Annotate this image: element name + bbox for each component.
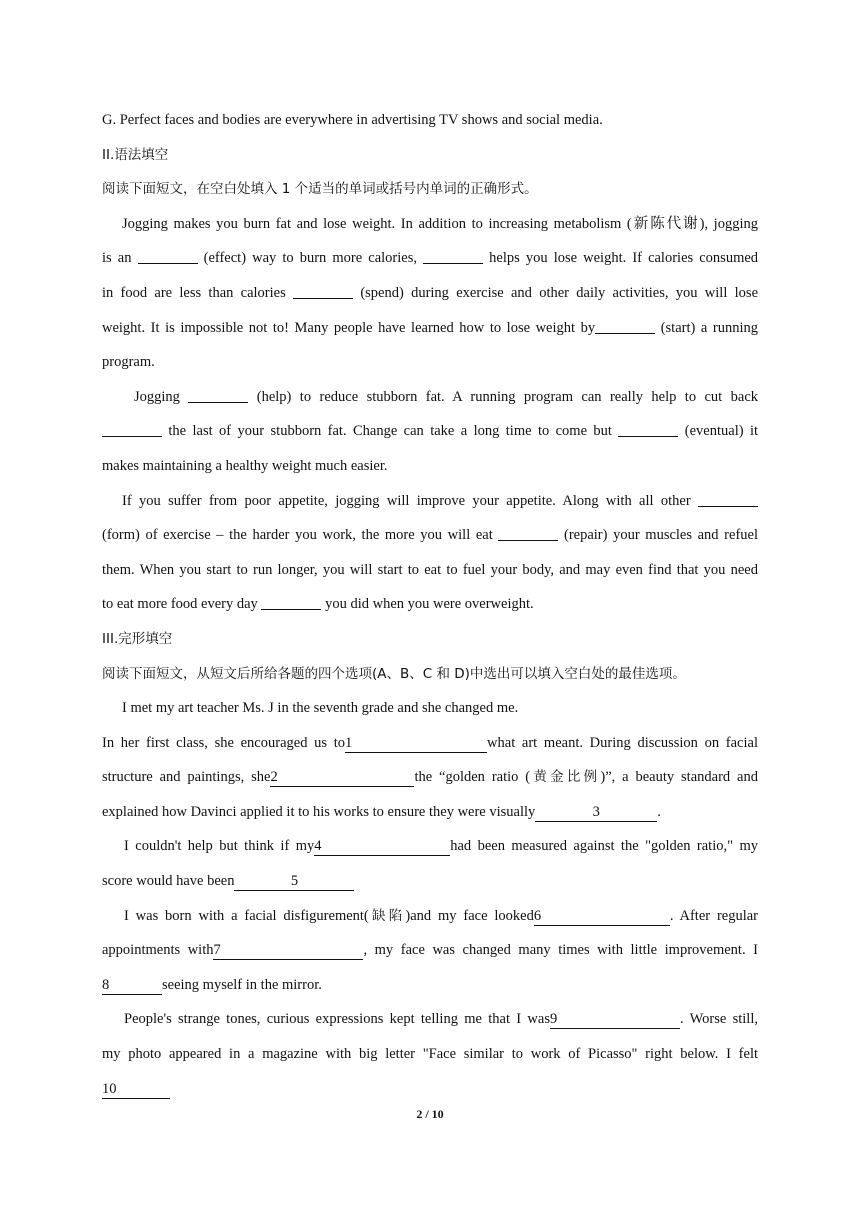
paragraph-line: 8 seeing myself in the mirror. (102, 976, 322, 993)
cloze-blank-6[interactable]: 6 (534, 907, 670, 926)
paragraph-line: score would have been 5 (102, 864, 758, 899)
cloze-blank-5[interactable]: 5 (234, 872, 354, 891)
section-heading-cloze: III.完形填空 (102, 630, 173, 647)
paragraph-line: I couldn't help but think if my4 had been measured against the "golden ratio," my (124, 838, 758, 855)
cloze-blank-3[interactable]: 3 (535, 803, 657, 822)
paragraph-line: the last of your stubborn fat. Change can take a long time to come but (eventual) it (102, 414, 758, 449)
answer-blank[interactable] (618, 436, 678, 437)
answer-blank[interactable] (261, 609, 321, 610)
option-g: G. Perfect faces and bodies are everywhere in advertising TV shows and social media. (102, 112, 603, 128)
answer-blank[interactable] (698, 506, 758, 507)
paragraph-line: my photo appeared in a magazine with big letter "Face similar to work of Picasso" right below. I felt (102, 1046, 758, 1063)
paragraph-line: appointments with7 , my face was changed many times with little improvement. I (102, 942, 758, 959)
answer-blank[interactable] (595, 333, 655, 334)
paragraph-line: Jogging (help) to reduce stubborn fat. A running program can really help to cut back (134, 388, 758, 405)
paragraph-line: I was born with a facial disfigurement(缺陷)and my face looked6 . After regular (124, 907, 758, 924)
answer-blank[interactable] (138, 263, 198, 264)
answer-blank[interactable] (423, 263, 483, 264)
cloze-blank-9[interactable]: 9 (550, 1010, 680, 1029)
cloze-blank-8[interactable]: 8 (102, 976, 162, 995)
paragraph-line: them. When you start to run longer, you will start to eat to fuel your body, and may even find that you need (102, 561, 758, 578)
paragraph-line: to eat more food every day you did when you were overweight. (102, 596, 534, 613)
answer-blank[interactable] (293, 298, 353, 299)
document-page (102, 103, 758, 1106)
answer-blank[interactable] (498, 540, 558, 541)
section-heading-grammar: II.语法填空 (102, 146, 169, 163)
paragraph-line: In her first class, she encouraged us to1 what art meant. During discussion on facial (102, 734, 758, 751)
paragraph-line: weight. It is impossible not to! Many people have learned how to lose weight by (start) a running (102, 319, 759, 336)
paragraph-line: explained how Davinci applied it to his works to ensure they were visually 3 . (102, 803, 661, 820)
section-instruction-cloze: 阅读下面短文，从短文后所给各题的四个选项(A、B、C 和 D)中选出可以填入空白处的最佳选项。 (102, 665, 686, 682)
cloze-blank-7[interactable]: 7 (213, 941, 363, 960)
paragraph-line: If you suffer from poor appetite, jogging will improve your appetite. Along with all other (102, 484, 758, 519)
paragraph-line: in food are less than calories (spend) during exercise and other daily activities, you will lose (102, 284, 758, 301)
paragraph-line: (form) of exercise – the harder you work, the more you will eat (repair) your muscles and refuel (102, 527, 758, 544)
paragraph-line: structure and paintings, she2 the “golden ratio (黄金比例)”, a beauty standard and (102, 769, 758, 786)
cloze-blank-10[interactable]: 10 (102, 1080, 170, 1099)
paragraph-line: People's strange tones, curious expressions kept telling me that I was9 . Worse still, (124, 1011, 758, 1028)
page-number: 2 / 10 (416, 1107, 444, 1121)
paragraph-line (102, 1072, 758, 1107)
cloze-blank-1[interactable]: 1 (345, 734, 487, 753)
cloze-blank-2[interactable]: 2 (270, 768, 414, 787)
answer-blank[interactable] (102, 436, 162, 437)
paragraph-line: Jogging makes you burn fat and lose weight. In addition to increasing metabolism (新陈代谢), jogging (122, 215, 758, 232)
paragraph-line: is an (effect) way to burn more calories, helps you lose weight. If calories consumed (102, 250, 759, 267)
answer-blank[interactable] (188, 402, 248, 403)
cloze-blank-4[interactable]: 4 (314, 837, 450, 856)
paragraph-line: makes maintaining a healthy weight much easier. (102, 457, 388, 474)
paragraph-line: I met my art teacher Ms. J in the seventh grade and she changed me. (122, 700, 519, 717)
section-instruction-grammar: 阅读下面短文，在空白处填入 1 个适当的单词或括号内单词的正确形式。 (102, 181, 538, 198)
paragraph-line: program. (102, 354, 155, 371)
